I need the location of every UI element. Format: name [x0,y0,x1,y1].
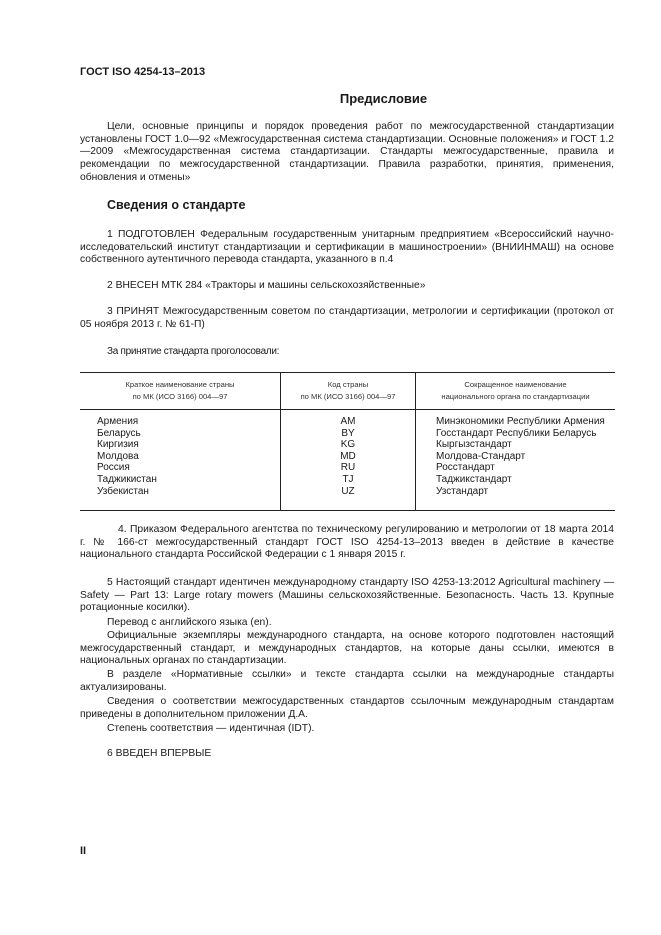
preface-title: Предисловие [339,91,428,106]
body-column [416,410,616,511]
list-item: KG [340,439,356,451]
item-5-identical: 5 Настоящий стандарт идентичен международному стандарту ISO 4253-13:2012 Agricultural machinery — Safety — Part 13: Large rotary mowers (Машины сельскохозяйственные. Безопасность. Часть 13. Крупные ротационные косилки). [80,577,614,614]
item-6-first-introduced: 6 ВВЕДЕН ВПЕРВЫЕ [107,748,212,759]
header-code: Код страны по МК (ИСО 3166) 004—97 [281,373,416,410]
list-item: TJ [342,473,354,485]
item-4-order: 4. Приказом Федерального агентства по техническому регулированию и метрологии от 18 марта 2014 г. № 166-ст межгосударственный стандарт ГОСТ ISO 4254-13–2013 введен в действие в качестве национального стандарта Российской Федерации с 1 января 2015 г. [80,524,614,561]
list-item: Узстандарт [436,485,489,497]
standard-info-heading: Сведения о стандарте [107,198,246,212]
list-item: Таджикстандарт [436,473,512,485]
list-item: Минэкономики Республики Армения [436,416,605,427]
document-code: ГОСТ ISO 4254-13–2013 [80,66,206,78]
preface-intro: Цели, основные принципы и порядок проведения работ по межгосударственной стандартизации установлены ГОСТ 1.0—92 «Межгосударственная система стандартизации. Основные положения» и ГОСТ 1.2—2009 «Межгосударственная система стандартизации. Стандарты межгосударственные, правила и рекомендации по межгосударственной стандартизации. Правила разработки, принятия, применения, обновления и отмены» [80,121,614,183]
list-item: Армения [97,416,139,427]
list-item: Молдова [97,450,139,462]
header-body: Сокращенное наименование национального органа по стандартизации [416,373,616,410]
list-item: Молдова-Стандарт [436,450,526,462]
item-3-adopted: 3 ПРИНЯТ Межгосударственным советом по стандартизации, метрологии и сертификации (протокол от 05 ноября 2013 г. № 61-П) [80,306,614,330]
list-item: Россия [97,462,130,474]
list-item: MD [340,450,356,462]
vote-label: За принятие стандарта проголосовали: [107,346,280,357]
table-row [80,410,615,511]
list-item: Узбекистан [97,485,149,497]
country-column [80,410,281,511]
header-country: Краткое наименование страны по МК (ИСО 3166) 004—97 [80,373,281,410]
list-item: AM [340,416,356,427]
list-item: RU [340,462,356,474]
item-5-official-copies: Официальные экземпляры международного стандарта, на основе которого подготовлен настоящий межгосударственный стандарт, и международных стандартов, на которые даны ссылки, имеются в национальных органах по стандартизации. [80,630,614,667]
item-5-references: В разделе «Нормативные ссылки» и тексте стандарта ссылки на международные стандарты актуализированы. [80,669,614,693]
list-item: Кыргызстандарт [436,439,512,451]
list-item: Росстандарт [436,462,495,474]
item-5-degree: Степень соответствия — идентичная (IDT). [107,723,315,734]
list-item: Госстандарт Республики Беларусь [436,427,597,439]
list-item: Беларусь [97,427,141,439]
item-1-prepared: 1 ПОДГОТОВЛЕН Федеральным государственным унитарным предприятием «Всероссийский научно-исследовательский институт стандартизации и сертификации в машиностроении» (ВНИИНМАШ) на основе собственного аутентичного перевода стандарта, указанного в п.4 [80,229,614,266]
list-item: Таджикистан [97,473,157,485]
list-item: UZ [341,485,355,497]
voting-table [80,372,615,511]
code-column [281,410,416,511]
item-5-annex: Сведения о соответствии межгосударственных стандартов ссылочным международным стандартам приведены в дополнительном приложении Д.А. [80,696,614,720]
item-5-language: Перевод с английского языка (en). [107,617,272,628]
page-number: II [80,845,87,857]
item-2-introduced: 2 ВНЕСЕН МТК 284 «Тракторы и машины сельскохозяйственные» [107,280,426,291]
list-item: Киргизия [97,439,139,451]
list-item: BY [341,427,355,439]
